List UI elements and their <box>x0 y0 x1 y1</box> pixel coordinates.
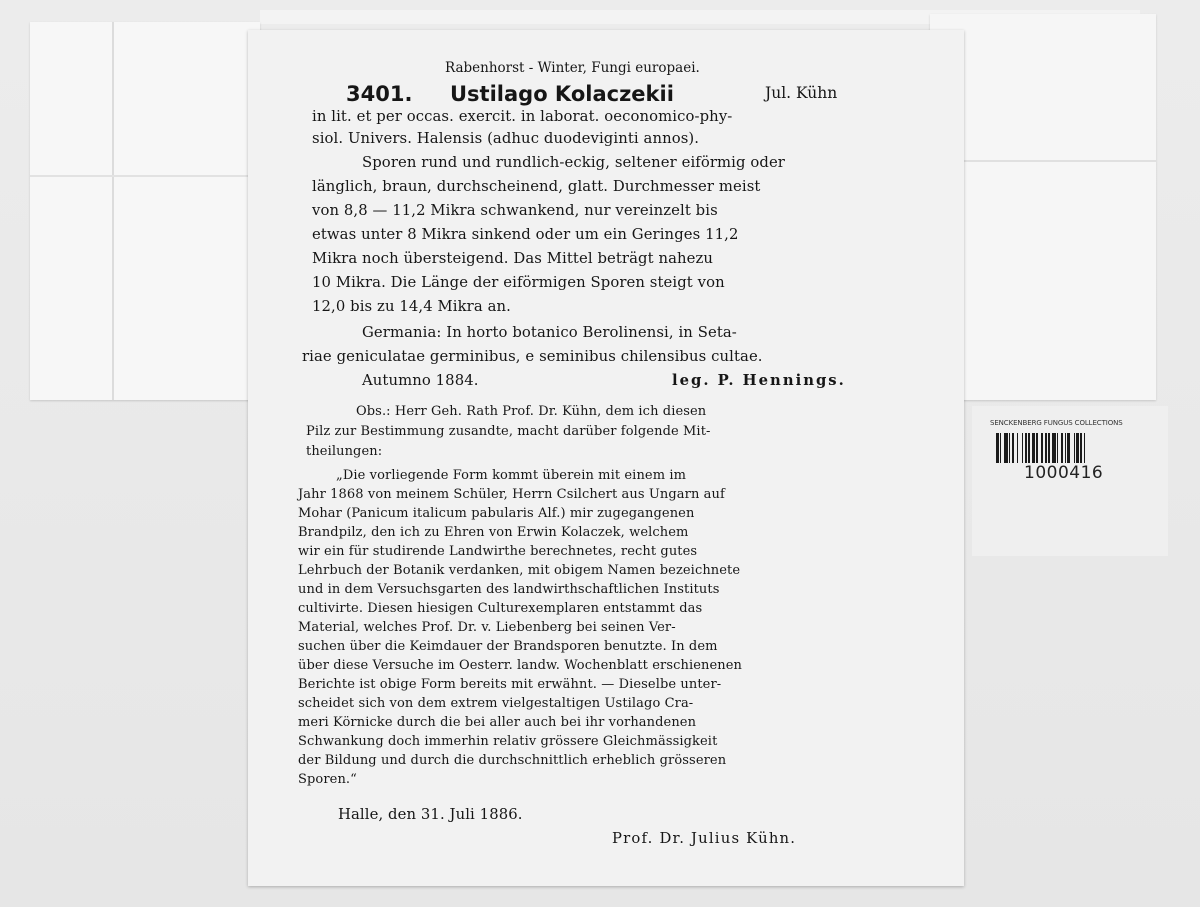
quote-line: wir ein für studirende Landwirthe berechnetes, recht gutes <box>298 544 698 559</box>
backing-sheet-left <box>30 22 260 400</box>
quote-line: Jahr 1868 von meinem Schüler, Herrn Csilchert aus Ungarn auf <box>298 487 725 502</box>
quote-line: Sporen.“ <box>298 772 357 787</box>
fold-line <box>112 22 114 400</box>
barcode-stripe <box>1085 433 1088 463</box>
quote-line: „Die vorliegende Form kommt überein mit einem im <box>336 468 687 483</box>
locality-line: riae geniculatae germinibus, e seminibus chilensibus cultae. <box>302 348 763 365</box>
label-line: siol. Univers. Halensis (adhuc duodeviginti annos). <box>312 130 700 147</box>
place-date: Halle, den 31. Juli 1886. <box>338 806 523 823</box>
label-line: in lit. et per occas. exercit. in laborat. oeconomico-phy- <box>312 108 733 125</box>
quote-line: und in dem Versuchsgarten des landwirthschaftlichen Instituts <box>298 582 720 597</box>
quote-line: Brandpilz, den ich zu Ehren von Erwin Kolaczek, welchem <box>298 525 689 540</box>
locality-line: Germania: In horto botanico Berolinensi, in Seta- <box>362 324 737 341</box>
obs-line: Pilz zur Bestimmung zusandte, macht darüber folgende Mit- <box>306 424 711 439</box>
quote-line: Material, welches Prof. Dr. v. Liebenberg bei seinen Ver- <box>298 620 676 635</box>
barcode-number: 1000416 <box>1024 463 1104 483</box>
label-line: Sporen rund und rundlich-eckig, seltener eiförmig oder <box>362 154 785 171</box>
label-line: Mikra noch übersteigend. Das Mittel beträgt nahezu <box>312 250 714 267</box>
collection-date: Autumno 1884. <box>362 372 479 389</box>
quote-line: Mohar (Panicum italicum pabularis Alf.) mir zugegangenen <box>298 506 695 521</box>
fold-line <box>30 175 260 177</box>
series-title: Rabenhorst - Winter, Fungi europaei. <box>445 60 700 76</box>
quote-line: meri Körnicke durch die bei aller auch bei ihr vorhandenen <box>298 715 697 730</box>
quote-line: scheidet sich von dem extrem vielgestaltigen Ustilago Cra- <box>298 696 694 711</box>
exsiccata-number: 3401. <box>346 82 413 106</box>
label-line: etwas unter 8 Mikra sinkend oder um ein Geringes 11,2 <box>312 226 739 243</box>
collector: leg. P. Hennings. <box>672 372 846 389</box>
obs-line: Obs.: Herr Geh. Rath Prof. Dr. Kühn, dem ich diesen <box>356 404 707 419</box>
species-name: Ustilago Kolaczekii <box>450 82 674 106</box>
quote-line: über diese Versuche im Oesterr. landw. Wochenblatt erschienenen <box>298 658 743 673</box>
signature: Prof. Dr. Julius Kühn. <box>612 830 797 847</box>
quote-line: cultivirte. Diesen hiesigen Culturexemplaren entstammt das <box>298 601 703 616</box>
species-authority: Jul. Kühn <box>765 84 838 102</box>
barcode-institution: SENCKENBERG FUNGUS COLLECTIONS <box>990 419 1123 427</box>
quote-line: Lehrbuch der Botanik verdanken, mit obigem Namen bezeichnete <box>298 563 741 578</box>
obs-line: theilungen: <box>306 444 383 459</box>
barcode <box>996 433 1138 463</box>
label-line: 12,0 bis zu 14,4 Mikra an. <box>312 298 511 315</box>
quote-line: der Bildung und durch die durchschnittlich erheblich grösseren <box>298 753 727 768</box>
quote-line: Schwankung doch immerhin relativ grössere Gleichmässigkeit <box>298 734 718 749</box>
label-line: von 8,8 — 11,2 Mikra schwankend, nur vereinzelt bis <box>312 202 718 219</box>
label-line: 10 Mikra. Die Länge der eiförmigen Sporen steigt von <box>312 274 725 291</box>
label-line: länglich, braun, durchscheinend, glatt. Durchmesser meist <box>312 178 761 195</box>
quote-line: Berichte ist obige Form bereits mit erwähnt. — Dieselbe unter- <box>298 677 722 692</box>
quote-line: suchen über die Keimdauer der Brandsporen benutzte. In dem <box>298 639 718 654</box>
